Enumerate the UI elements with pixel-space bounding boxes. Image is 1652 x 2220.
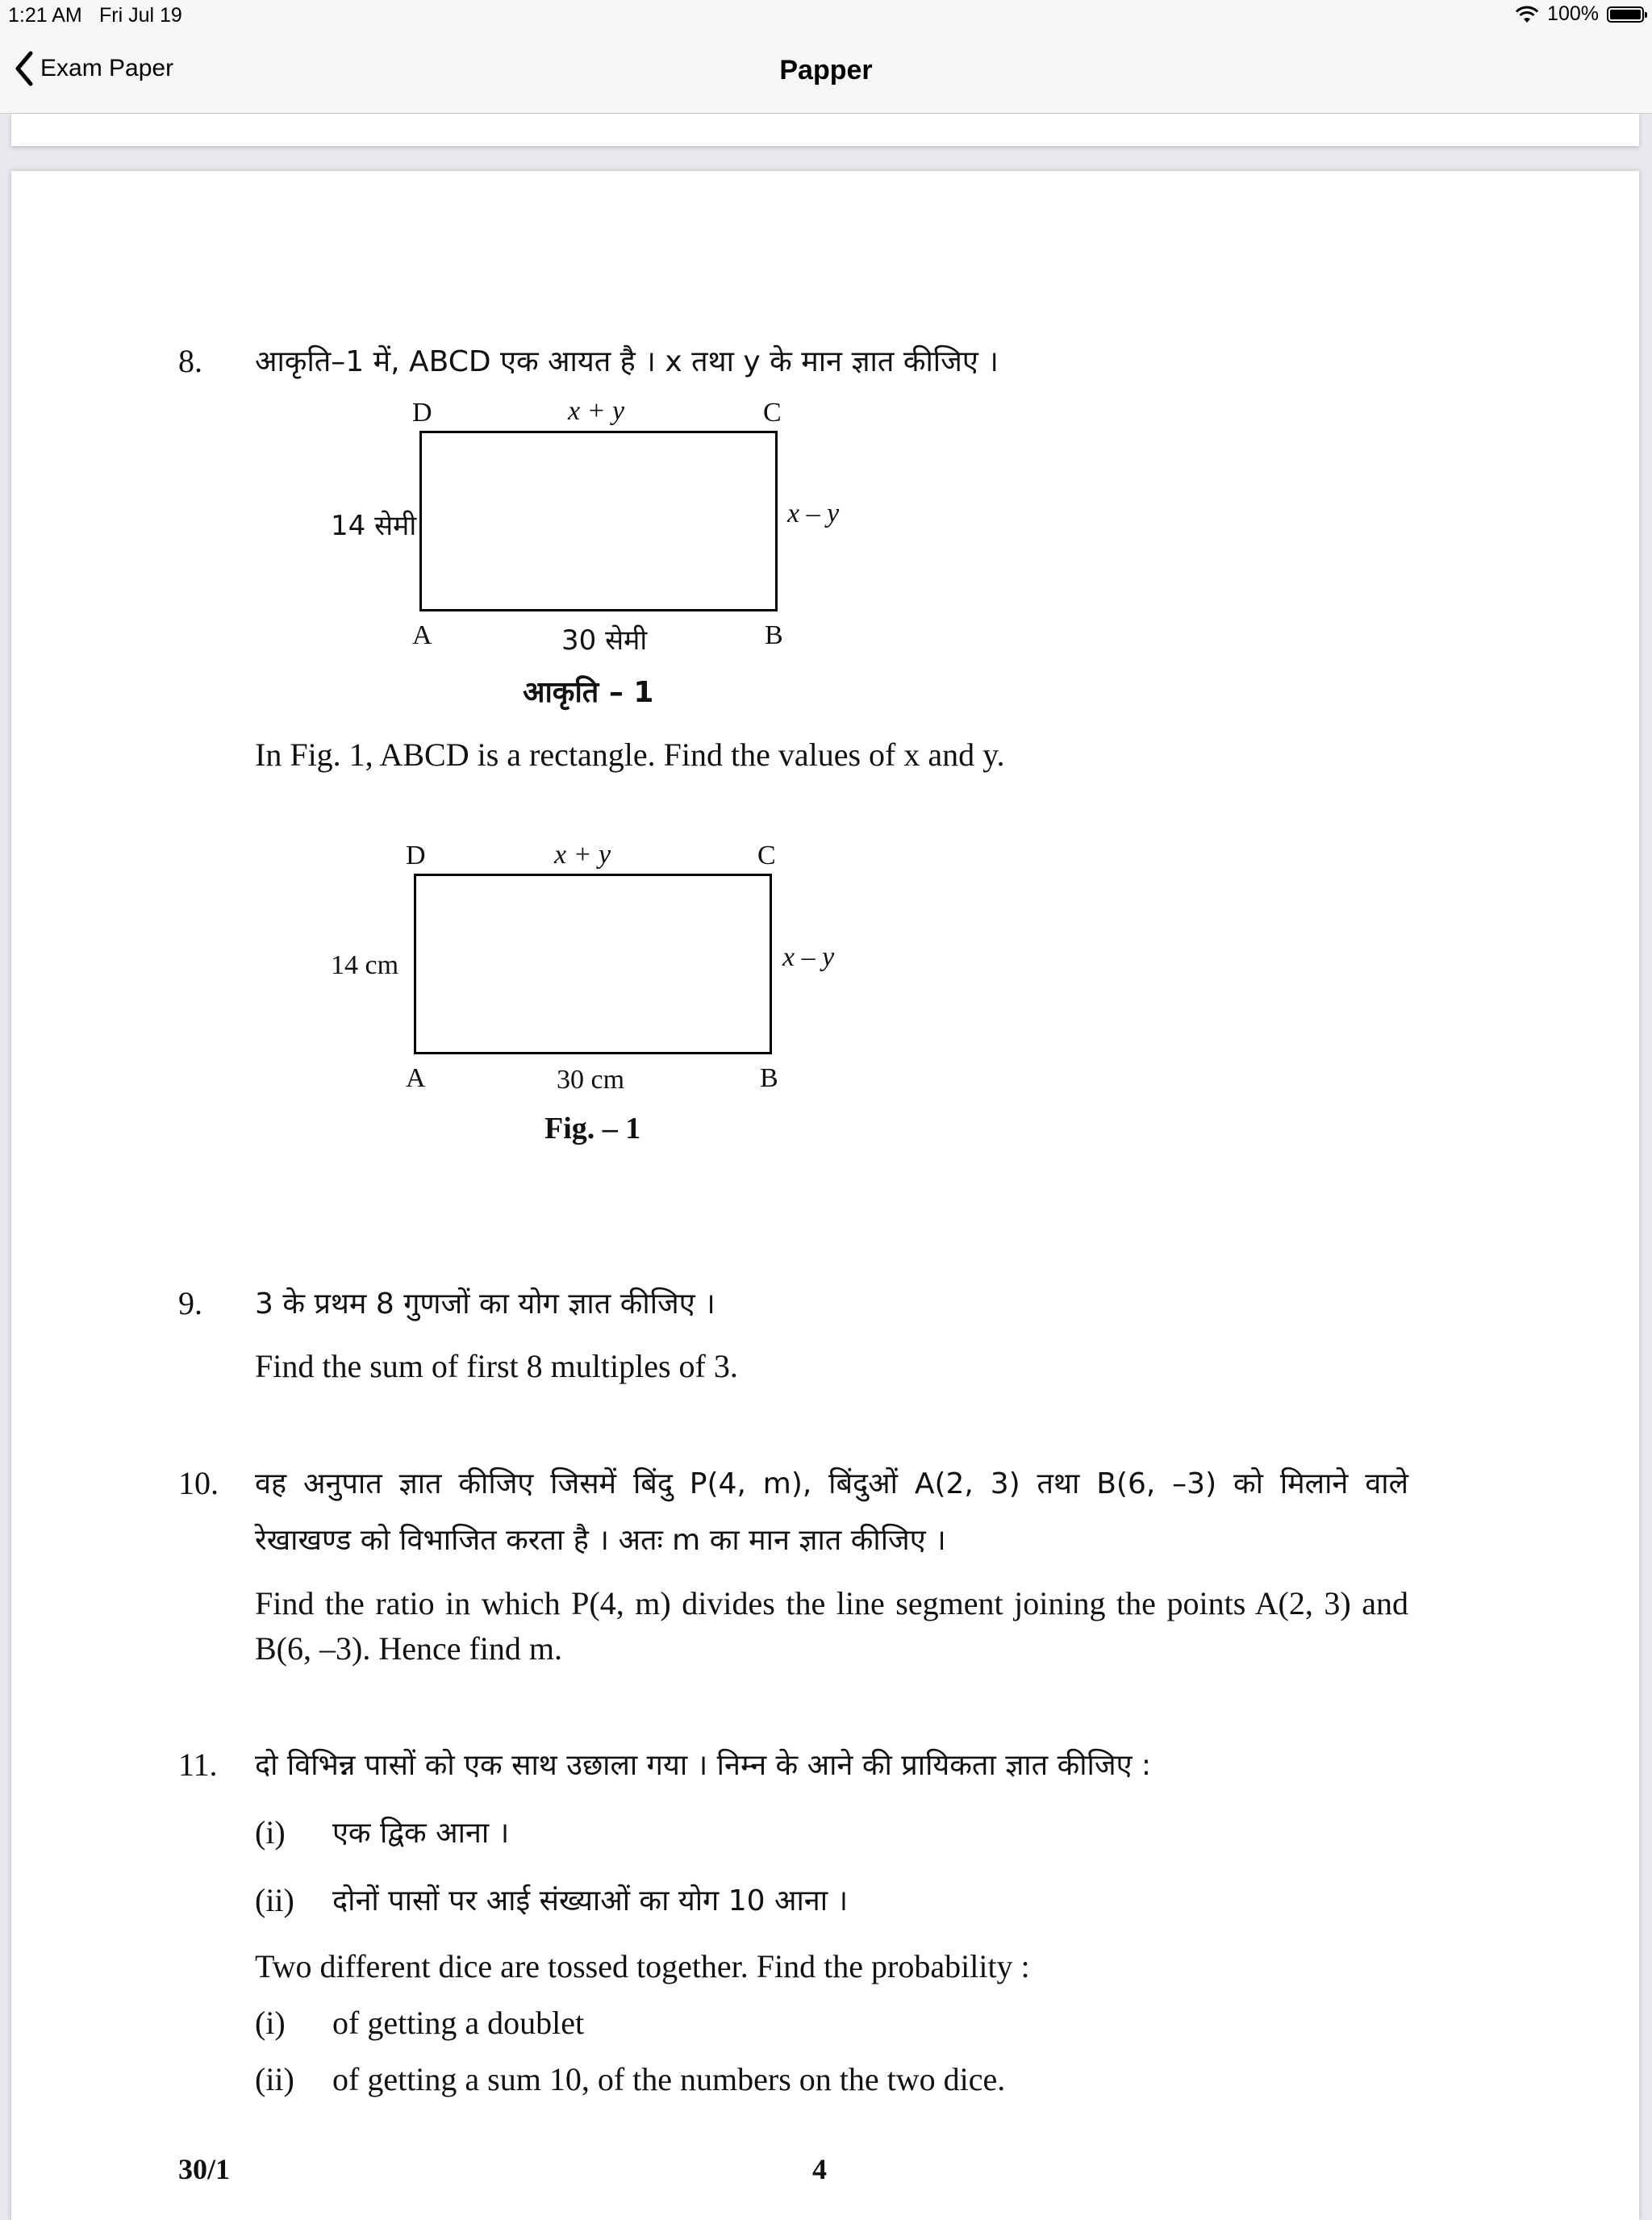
question-10-english-line1: Find the ratio in which P(4, m) divides the line segment joining the points A(2, 3) and — [255, 1585, 1408, 1621]
fig-en-vertex-d: D — [406, 841, 426, 870]
question-8-number: 8. — [178, 343, 202, 379]
fig-en-vertex-c: C — [757, 841, 776, 870]
question-11-hindi-item-2-text: दोनों पासों पर आई संख्याओं का योग 10 आना । — [332, 1884, 849, 1917]
fig-en-bottom-label: 30 cm — [557, 1065, 625, 1095]
paper-code: 30/1 — [178, 2153, 231, 2185]
battery-percent: 100% — [1547, 2, 1599, 25]
question-9-number: 9. — [178, 1285, 202, 1321]
fig-en-vertex-a: A — [406, 1063, 426, 1093]
question-11-hindi: दो विभिन्न पासों को एक साथ उछाला गया । निम्न के आने की प्रायिकता ज्ञात कीजिए : — [255, 1749, 1152, 1782]
fig-en-rectangle — [414, 874, 772, 1054]
fig-hi-vertex-b: B — [765, 620, 783, 650]
fig-hi-bottom-label: 30 सेमी — [561, 624, 648, 657]
question-10-hindi-line1: वह अनुपात ज्ञात कीजिए जिसमें बिंदु P(4, m), बिंदुओं A(2, 3) तथा B(6, –3) को मिलाने वाले — [255, 1467, 1408, 1500]
question-9-english: Find the sum of first 8 multiples of 3. — [255, 1348, 738, 1384]
question-11-hindi-item-1-num: (i) — [255, 1814, 286, 1851]
fig-hi-vertex-c: C — [763, 398, 782, 428]
question-11-hindi-item-1-text: एक द्विक आना । — [332, 1817, 510, 1850]
fig-en-vertex-b: B — [760, 1063, 778, 1093]
fig-en-caption: Fig. – 1 — [544, 1112, 641, 1145]
status-bar — [0, 0, 1652, 32]
fig-hi-top-label: x + y — [568, 396, 625, 426]
status-time: 1:21 AM — [8, 4, 82, 27]
fig-hi-rectangle — [419, 431, 778, 611]
battery-icon — [1607, 6, 1644, 23]
question-11-english-item-1-num: (i) — [255, 2005, 286, 2041]
question-10-hindi-line2: रेखाखण्ड को विभाजित करता है । अतः m का मान ज्ञात कीजिए । — [255, 1524, 946, 1557]
question-10-number: 10. — [178, 1465, 219, 1501]
question-11-hindi-item-2-num: (ii) — [255, 1882, 294, 1918]
question-10-english-line2: B(6, –3). Hence find m. — [255, 1630, 563, 1667]
question-9-hindi: 3 के प्रथम 8 गुणजों का योग ज्ञात कीजिए । — [255, 1287, 715, 1321]
fig-hi-left-label: 14 सेमी — [331, 510, 417, 542]
question-11-english-item-2-num: (ii) — [255, 2061, 294, 2097]
question-8-hindi: आकृति–1 में, ABCD एक आयत है । x तथा y के मान ज्ञात कीजिए । — [255, 345, 999, 378]
fig-en-top-label: x + y — [554, 840, 611, 870]
status-date: Fri Jul 19 — [99, 4, 182, 27]
question-11-number: 11. — [178, 1746, 218, 1783]
question-8-english: In Fig. 1, ABCD is a rectangle. Find the values of x and y. — [255, 737, 1005, 773]
fig-en-right-label: x – y — [782, 942, 835, 972]
previous-page[interactable] — [11, 114, 1639, 146]
question-11-english-item-2-text: of getting a sum 10, of the numbers on the two dice. — [332, 2061, 1006, 2097]
fig-hi-caption: आकृति – 1 — [523, 676, 654, 709]
status-right — [1515, 2, 1644, 26]
wifi-icon — [1515, 5, 1539, 24]
question-11-english: Two different dice are tossed together. Find the probability : — [255, 1948, 1030, 1984]
navigation-bar — [0, 32, 1652, 114]
page-title: Papper — [779, 55, 873, 86]
back-button-label: Exam Paper — [40, 55, 174, 81]
page-number: 4 — [812, 2153, 827, 2185]
fig-hi-vertex-a: A — [412, 620, 432, 650]
question-11-english-item-1-text: of getting a doublet — [332, 2005, 585, 2041]
fig-hi-vertex-d: D — [412, 398, 432, 428]
fig-en-left-label: 14 cm — [331, 950, 399, 980]
document-page[interactable] — [11, 171, 1639, 2220]
fig-hi-right-label: x – y — [787, 499, 840, 528]
